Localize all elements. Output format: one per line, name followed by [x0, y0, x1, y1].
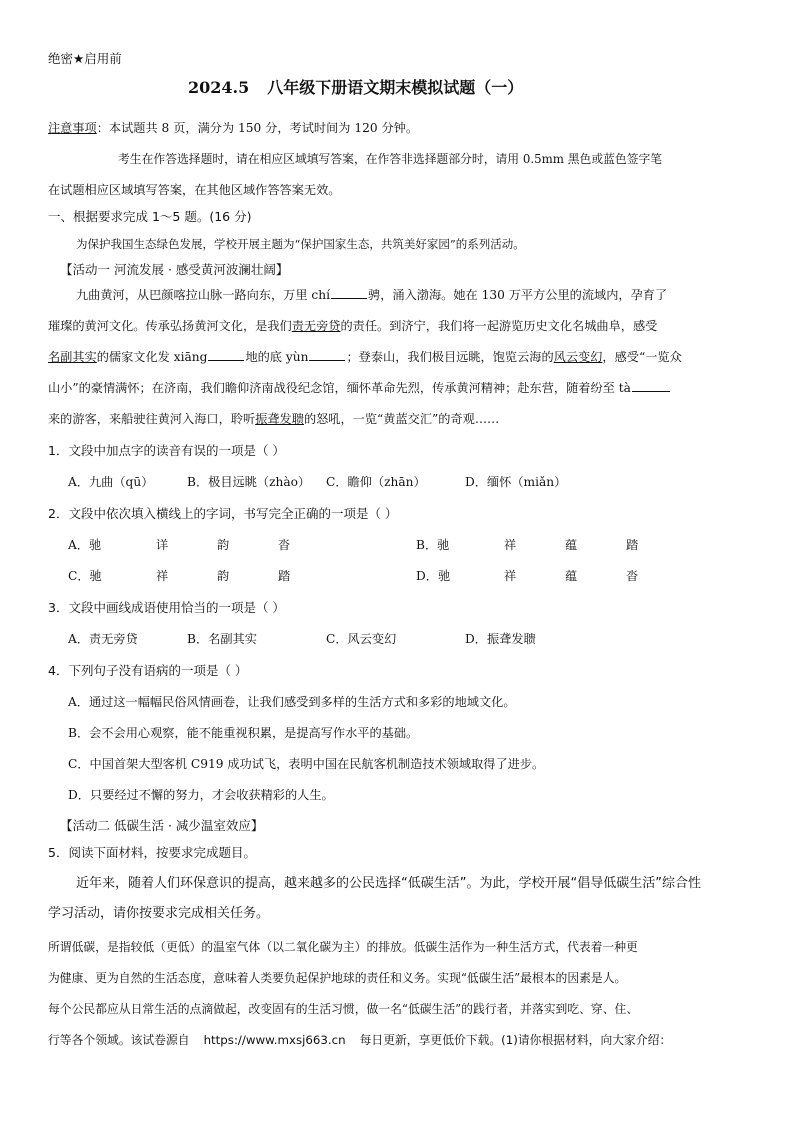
question-2-stem: 2．文段中依次填入横线上的字词，书写完全正确的一项是（ ） [48, 506, 398, 521]
question-5-stem: 5．阅读下面材料，按要求完成题目。 [48, 845, 256, 860]
source-url-link[interactable]: https://www.mxsj663.cn [203, 1033, 346, 1047]
underlined-idiom-4: 振聋发聩 [255, 412, 304, 426]
underlined-idiom-3: 风云变幻 [553, 350, 603, 364]
material-line-3: 每个公民都应从日常生活的点滴做起，改变固有的生活习惯，做一名“低碳生活”的践行者，并落实到吃、穿、住、 [48, 1002, 639, 1016]
q4-option-c: C．中国首架大型客机 C919 成功试飞，表明中国在民航客机制造技术领域取得了进步。 [68, 757, 545, 771]
fill-blank-1 [331, 288, 367, 299]
passage-line-5: 来的游客，来船驶往黄河入海口，聆听振聋发聩的怒吼，一览“黄蓝交汇”的奇观…… [48, 412, 500, 426]
q4-option-d: D．只要经过不懈的努力，才会收获精彩的人生。 [68, 788, 334, 802]
fill-blank-4 [632, 381, 670, 392]
q5-paragraph-1b: 学习活动，请你按要求完成相关任务。 [48, 906, 270, 921]
question-4-stem: 4．下列句子没有语病的一项是（ ） [48, 663, 248, 678]
q5-paragraph-1: 近年来，随着人们环保意识的提高，越来越多的公民选择“低碳生活”。为此，学校开展“倡导低碳生活”综合性 [76, 876, 701, 891]
q3-option-d: D．振聋发聩 [465, 632, 536, 646]
material-line-2: 为健康、更为自然的生活态度，意味着人类要负起保护地球的责任和义务。实现“低碳生活”最根本的因素是人。 [48, 971, 627, 985]
fill-blank-3 [309, 350, 345, 361]
q1-option-d: D．缅怀（miǎn） [465, 475, 567, 489]
q1-option-b: B．极目远眺（zhào） [187, 475, 311, 489]
notice-line-2: 考生在作答选择题时，请在相应区域填写答案，在作答非选择题部分时，请用 0.5mm 黑色或蓝色签字笔 [118, 152, 663, 166]
q2-option-c: C．驰 祥 韵 踏 [68, 569, 291, 583]
passage-line-1: 九曲黄河，从巴颜喀拉山脉一路向东，万里 chí 骋，涌入渤海。她在 130 万平方公里的流域内，孕育了 [76, 288, 668, 302]
passage-line-4: 山小”的豪情满怀；在济南，我们瞻仰济南战役纪念馆，缅怀革命先烈，传承黄河精神；赴东营，随着纷至 tà [48, 380, 671, 396]
question-3-stem: 3．文段中画线成语使用恰当的一项是（ ） [48, 600, 285, 615]
activity-1-heading: 【活动一 河流发展 · 感受黄河波澜壮阔】 [60, 262, 289, 277]
q3-option-c: C．风云变幻 [326, 632, 397, 646]
notice-label: 注意事项 [48, 121, 97, 135]
q3-option-a: A．责无旁贷 [68, 632, 138, 646]
material-line-1: 所谓低碳，是指较低（更低）的温室气体（以二氧化碳为主）的排放。低碳生活作为一种生活方式，代表着一种更 [48, 940, 638, 954]
question-1-stem: 1．文段中加点字的读音有误的一项是（ ） [48, 443, 285, 458]
q1-option-c: C．瞻仰（zhān） [326, 475, 426, 489]
secret-mark: 绝密★启用前 [48, 51, 122, 66]
q2-option-a: A．驰 详 韵 沓 [68, 538, 291, 552]
q4-option-a: A．通过这一幅幅民俗风情画卷，让我们感受到多样的生活方式和多彩的地域文化。 [68, 695, 516, 709]
underlined-idiom-1: 责无旁贷 [291, 319, 341, 333]
title-year: 2024.5 [188, 78, 250, 97]
passage-line-2: 璀璨的黄河文化。传承弘扬黄河文化，是我们责无旁贷的责任。到济宁，我们将一起游览历史文化名城曲阜，感受 [48, 319, 658, 333]
q3-option-b: B．名副其实 [187, 632, 257, 646]
material-line-4: 行等各个领域。该试卷源自 https://www.mxsj663.cn 每日更新，享更低价下载。(1)请你根据材料，向大家介绍： [48, 1033, 672, 1047]
section-1-heading: 一、根据要求完成 1～5 题。(16 分) [48, 209, 252, 224]
q2-option-d: D．驰 祥 蕴 沓 [416, 569, 639, 583]
notice-line-3: 在试题相应区域填写答案，在其他区域作答答案无效。 [48, 183, 341, 197]
section-1-intro: 为保护我国生态绿色发展，学校开展主题为“保护国家生态，共筑美好家园”的系列活动。 [76, 237, 525, 251]
q4-option-b: B．会不会用心观察，能不能重视积累，是提高写作水平的基础。 [68, 726, 419, 740]
q1-option-a: A．九曲（qū） [68, 475, 154, 489]
notice-line-1: 注意事项：本试题共 8 页，满分为 150 分，考试时间为 120 分钟。 [48, 121, 419, 135]
q2-option-b: B．驰 祥 蕴 踏 [416, 538, 639, 552]
fill-blank-2 [208, 350, 244, 361]
activity-2-heading: 【活动二 低碳生活 · 减少温室效应】 [60, 818, 264, 833]
underlined-idiom-2: 名副其实 [48, 350, 97, 364]
passage-line-3: 名副其实的儒家文化发 xiāng 地的底 yùn ；登泰山，我们极目远眺，饱览云海的风云变幻，感受“一览众 [48, 350, 682, 364]
title-text: 八年级下册语文期末模拟试题（一） [267, 78, 524, 97]
page-title [188, 80, 523, 96]
